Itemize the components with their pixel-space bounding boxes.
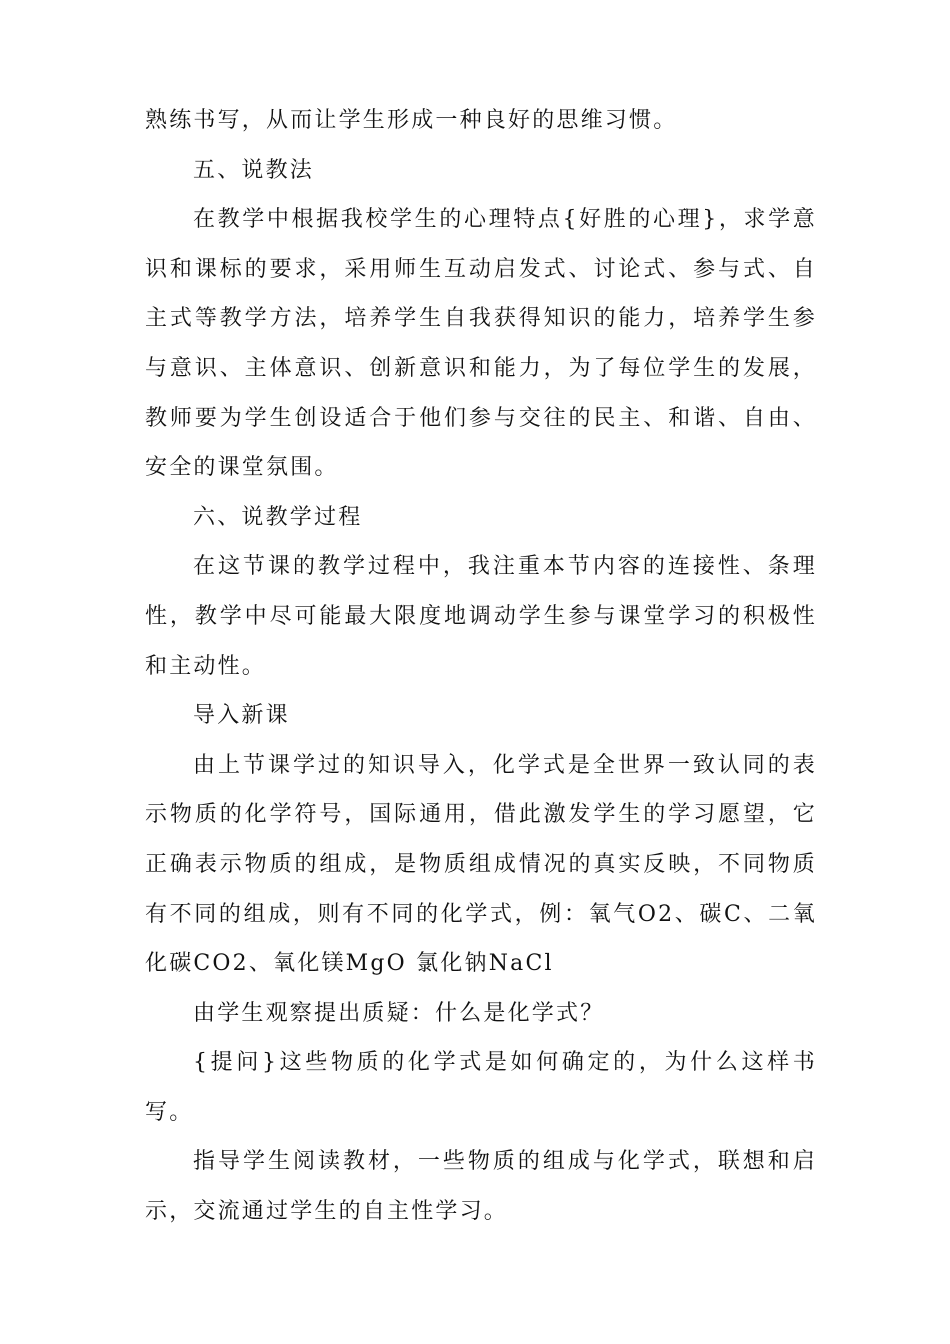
paragraph-student-question: 由学生观察提出质疑：什么是化学式？ [193, 1000, 605, 1026]
paragraph-prompt-question: {提问}这些物质的化学式是如何确定的，为什么这样书写。 [145, 1050, 817, 1125]
paragraph-teaching-method: 在教学中根据我校学生的心理特点{好胜的心理}，求学意识和课标的要求，采用师生互动启发式、讨论式、参与式、自主式等教学方法，培养学生自我获得知识的能力，培养学生参与意识、主体意识、创新意识和能力，为了每位学生的发展，教师要为学生创设适合于他们参与交往的民主、和谐、自由、安全的课堂氛围。 [145, 207, 817, 481]
section-heading-teaching-method: 五、说教法 [193, 157, 315, 183]
subheading-introduce-lesson: 导入新课 [193, 703, 290, 729]
paragraph-guided-reading: 指导学生阅读教材，一些物质的组成与化学式，联想和启示，交流通过学生的自主性学习。 [145, 1149, 817, 1225]
paragraph-continuation: 熟练书写，从而让学生形成一种良好的思维习惯。 [145, 108, 678, 133]
section-heading-teaching-process: 六、说教学过程 [193, 504, 363, 530]
document-body [145, 96, 817, 1237]
paragraph-introduce-lesson: 由上节课学过的知识导入，化学式是全世界一致认同的表示物质的化学符号，国际通用，借此激发学生的学习愿望，它正确表示物质的组成，是物质组成情况的真实反映，不同物质有不同的组成，则有不同的化学式，例：氧气O2、碳C、二氧化碳CO2、氧化镁MgO 氯化钠NaCl [145, 752, 817, 977]
paragraph-teaching-process: 在这节课的教学过程中，我注重本节内容的连接性、条理性，教学中尽可能最大限度地调动学生参与课堂学习的积极性和主动性。 [145, 554, 817, 679]
